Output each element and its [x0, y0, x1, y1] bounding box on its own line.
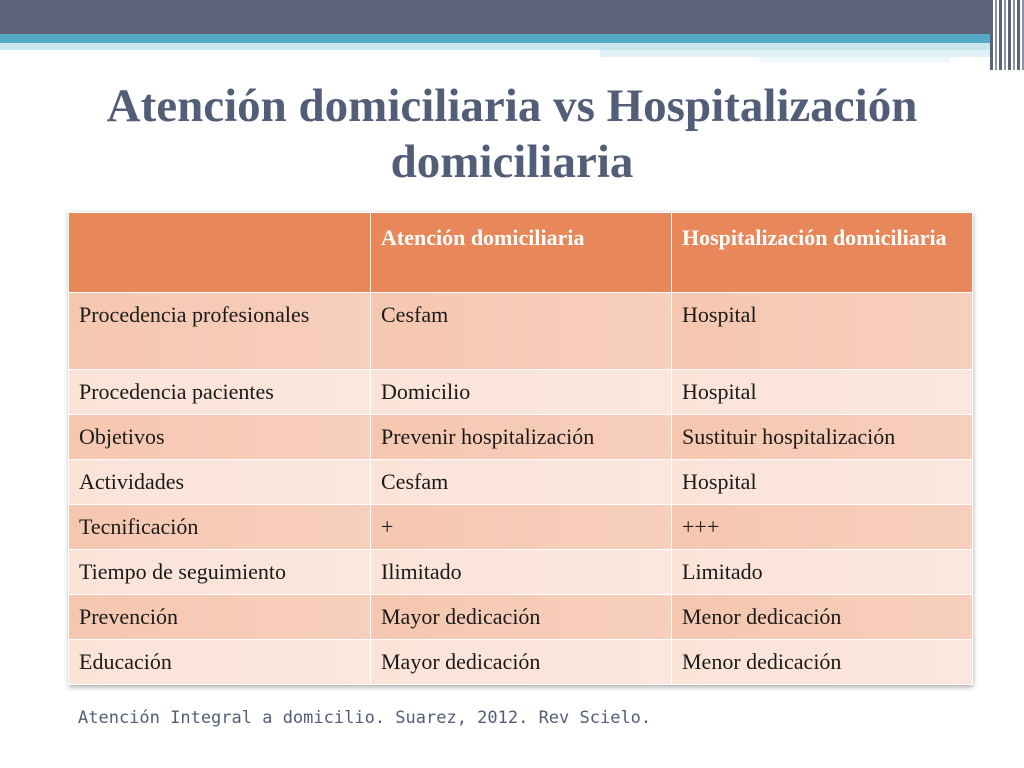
banner-teal-stripe: [0, 34, 990, 43]
row-label: Objetivos: [69, 415, 371, 460]
cell-atencion: Mayor dedicación: [371, 595, 672, 640]
row-label: Prevención: [69, 595, 371, 640]
row-label: Educación: [69, 640, 371, 685]
cell-atencion: +: [371, 505, 672, 550]
row-label: Procedencia pacientes: [69, 370, 371, 415]
cell-hospitalizacion: Hospital: [672, 293, 973, 370]
cell-atencion: Cesfam: [371, 293, 672, 370]
cell-hospitalizacion: +++: [672, 505, 973, 550]
top-banner-decoration: [0, 0, 1024, 70]
banner-light-stripe: [760, 57, 950, 62]
table-row: [69, 460, 973, 505]
banner-light-stripe: [0, 43, 990, 50]
comparison-table-container: [68, 212, 972, 685]
table-row: [69, 595, 973, 640]
table-row: [69, 370, 973, 415]
table-header-row: [69, 213, 973, 293]
row-label: Tiempo de seguimiento: [69, 550, 371, 595]
table-row: [69, 293, 973, 370]
cell-hospitalizacion: Limitado: [672, 550, 973, 595]
cell-hospitalizacion: Menor dedicación: [672, 595, 973, 640]
cell-hospitalizacion: Hospital: [672, 460, 973, 505]
header-cell-hospitalizacion: Hospitalización domiciliaria: [672, 213, 973, 293]
row-label: Actividades: [69, 460, 371, 505]
comparison-table: [68, 212, 973, 685]
cell-atencion: Domicilio: [371, 370, 672, 415]
banner-vertical-stripes: [990, 0, 1024, 70]
cell-atencion: Cesfam: [371, 460, 672, 505]
citation-footnote: Atención Integral a domicilio. Suarez, 2012. Rev Scielo.: [78, 708, 652, 728]
banner-dark-stripe: [0, 0, 990, 34]
table-row: [69, 550, 973, 595]
header-cell-atencion: Atención domiciliaria: [371, 213, 672, 293]
cell-atencion: Prevenir hospitalización: [371, 415, 672, 460]
slide-title: Atención domiciliaria vs Hospitalización domiciliaria: [106, 80, 918, 188]
table-row: [69, 640, 973, 685]
cell-hospitalizacion: Sustituir hospitalización: [672, 415, 973, 460]
table-row: [69, 415, 973, 460]
cell-hospitalizacion: Menor dedicación: [672, 640, 973, 685]
row-label: Procedencia profesionales: [69, 293, 371, 370]
table-row: [69, 505, 973, 550]
cell-atencion: Mayor dedicación: [371, 640, 672, 685]
cell-atencion: Ilimitado: [371, 550, 672, 595]
header-cell-empty: [69, 213, 371, 293]
cell-hospitalizacion: Hospital: [672, 370, 973, 415]
banner-light-stripe: [600, 50, 990, 57]
row-label: Tecnificación: [69, 505, 371, 550]
